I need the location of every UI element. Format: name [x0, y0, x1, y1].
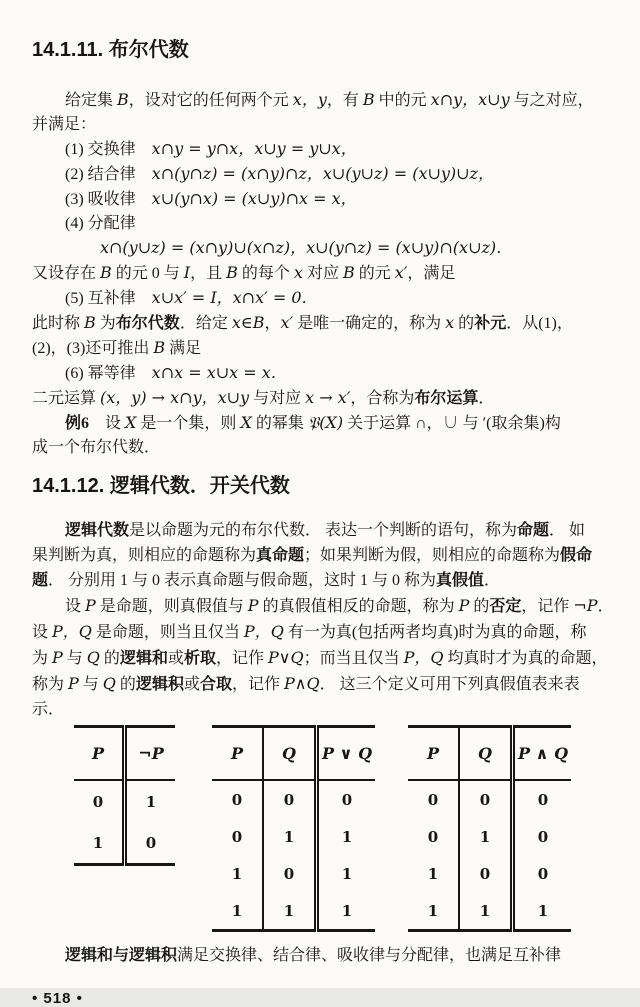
table-row [408, 892, 571, 931]
cell: 0 [513, 780, 572, 818]
text-segment: P，Q [243, 622, 284, 641]
text-segment: ¬P [573, 596, 598, 615]
text-segment: x∩x = x∪x = x． [151, 363, 287, 382]
cell: 1 [125, 780, 176, 822]
text-segment: ．给定 [179, 315, 232, 332]
text-line [32, 645, 608, 671]
col-header-p: P [212, 727, 263, 781]
text-line [32, 697, 608, 722]
text-segment: P，Q [52, 622, 92, 641]
text-segment: ，且 [190, 265, 227, 282]
col-header-p-and-q: P ∧ Q [513, 727, 572, 781]
cell: 0 [427, 790, 439, 809]
cell: 1 [263, 892, 317, 931]
text-segment: 的每个 [237, 265, 294, 282]
text-segment: x∈B [231, 313, 265, 332]
cell: 1 [427, 901, 439, 920]
text-segment: X [125, 413, 137, 432]
text-segment: 与 [62, 650, 87, 667]
text-line [32, 619, 608, 645]
cell: 0 [513, 818, 572, 855]
text-segment: (2) 结合律 [65, 166, 152, 183]
cell: 1 [459, 818, 513, 855]
text-segment: (1) 交换律 [65, 141, 152, 158]
text-segment: ． 这三个定义可用下列真假值表来表 [319, 676, 580, 693]
text-segment: Q [102, 674, 116, 693]
cell: 0 [459, 855, 513, 892]
text-segment: 为 [32, 650, 53, 667]
text-segment: x′ [394, 263, 408, 282]
text-segment: ，记作 [521, 598, 574, 615]
text-line [32, 568, 608, 593]
text-segment: 的元 0 与 [111, 265, 184, 282]
text-segment: ；如果判断为假，则相应的命题称为 [304, 547, 561, 564]
text-segment: (x，y) → x∩y，x∪y [100, 388, 250, 407]
text-segment: P [458, 596, 470, 615]
text-segment: 例6 [65, 415, 90, 432]
text-line [32, 386, 608, 411]
text-line-formula [32, 236, 608, 261]
text-segment: 是以命题为元的布尔代数． 表达一个判断的语句，称为 [129, 522, 518, 539]
text-segment: 有一为真(包括两者均真)时为真的命题，称 [283, 624, 587, 641]
text-segment: ，设对它的任何两个元 [128, 92, 293, 109]
text-segment: P [247, 596, 259, 615]
text-segment: 称为 [32, 676, 69, 693]
text-segment: 此时称 [32, 315, 85, 332]
text-segment: 是命题，则当且仅当 [91, 624, 244, 641]
text-segment: (5) 互补律 [65, 290, 152, 307]
table-row [408, 818, 571, 855]
text-segment: 给定集 [65, 92, 118, 109]
text-segment: 为 [95, 315, 116, 332]
text-segment: X [240, 413, 252, 432]
text-segment: x [445, 313, 455, 332]
col-header-q: Q [459, 727, 513, 781]
text-segment: 是唯一确定的，称为 [293, 315, 446, 332]
text-line-law-complement [32, 286, 608, 311]
text-segment: B [100, 263, 112, 282]
text-segment: P [85, 596, 96, 615]
text-segment: (3) 吸收律 [65, 191, 152, 208]
text-segment: 果判断为真，则相应的命题称为 [32, 547, 257, 564]
text-line-law-distributive [32, 212, 608, 236]
truth-table-disjunction [212, 725, 375, 932]
text-segment: ；而当且仅当 [303, 650, 404, 667]
text-segment: 假命 [560, 547, 593, 564]
text-segment: 均真时才为真的命题， [443, 650, 608, 667]
closing-statement-line [32, 944, 608, 968]
text-line [32, 261, 608, 286]
text-segment: 的 [99, 650, 120, 667]
cell: 1 [317, 892, 376, 931]
text-segment: 是命题，则真假值与 [95, 598, 248, 615]
text-segment: B [362, 90, 375, 109]
text-segment: 与对应 [249, 390, 306, 407]
text-segment: x∩y = y∩x，x∪y = y∪x， [151, 139, 357, 158]
cell: 0 [92, 792, 104, 811]
text-segment: 的幂集 [251, 415, 308, 432]
text-segment: (6) 幂等律 [65, 365, 152, 382]
cell: 0 [263, 780, 317, 818]
text-line [32, 436, 608, 460]
page-number: • 518 • [32, 990, 83, 1007]
text-segment: x → x′ [305, 388, 351, 407]
cell: 1 [231, 901, 243, 920]
text-segment: ． [478, 390, 495, 407]
table-header-row [212, 727, 375, 781]
text-segment: 又设存在 [32, 265, 101, 282]
col-header-p-or-q: P ∨ Q [317, 727, 376, 781]
text-segment: ，满足 [407, 265, 456, 282]
section-heading-logic-algebra: 14.1.12. 逻辑代数．开关代数 [32, 475, 290, 497]
text-segment: 逻辑代数 [65, 522, 130, 539]
text-segment: 示． [32, 701, 65, 718]
text-segment: 布尔运算 [414, 390, 479, 407]
truth-table-negation [74, 725, 175, 866]
table-row [212, 892, 375, 931]
text-segment: x∩(y∩z) = (x∩y)∩z，x∪(y∪z) = (x∪y)∪z， [151, 164, 494, 183]
cell: 0 [125, 822, 176, 865]
text-segment: 或 [183, 676, 200, 693]
text-line [32, 671, 608, 697]
text-segment: 题 [32, 572, 49, 589]
table-row [408, 780, 571, 818]
text-segment: 的元 [354, 265, 395, 282]
text-segment: x′ [280, 313, 294, 332]
table-row [408, 855, 571, 892]
text-segment: 与 [78, 676, 103, 693]
text-segment: 的真假值相反的命题，称为 [258, 598, 459, 615]
text-segment: x∩(y∪z) = (x∩y)∪(x∩z)，x∪(y∩z) = (x∪y)∩(x∪z)． [100, 238, 513, 257]
text-segment: 析取 [183, 650, 216, 667]
section-boolean-algebra [32, 88, 608, 460]
text-segment: 的 [454, 315, 475, 332]
text-segment: x [293, 263, 303, 282]
section-heading-boolean-algebra: 14.1.11. 布尔代数 [32, 39, 189, 61]
text-segment: ．从(1)， [506, 315, 573, 332]
cell: 0 [263, 855, 317, 892]
text-line-law-absorption [32, 187, 608, 212]
text-segment: 满足交换律、结合律、吸收律与分配律，也满足互补律 [177, 947, 562, 964]
text-segment: 𝔓(X) [307, 413, 344, 432]
col-header-not-p: ¬P [125, 727, 176, 781]
text-segment: B [342, 263, 355, 282]
text-segment: 关于运算 ∩，∪ 与 ′(取余集)构 [343, 415, 561, 432]
cell: 0 [427, 827, 439, 846]
text-line-example-6 [32, 411, 608, 436]
text-segment: 真命题 [256, 547, 305, 564]
text-segment: ，记作 [231, 676, 284, 693]
table-row [212, 780, 375, 818]
cell: 0 [513, 855, 572, 892]
text-line-law-commutative [32, 137, 608, 162]
text-segment: ，合称为 [350, 390, 415, 407]
text-segment: Q [86, 648, 100, 667]
col-header-p: P [74, 727, 125, 781]
text-segment: 二元运算 [32, 390, 101, 407]
cell: 1 [92, 833, 104, 852]
text-segment: x∪(y∩x) = (x∪y)∩x = x， [151, 189, 357, 208]
text-segment: 设 [89, 415, 126, 432]
text-segment: ． [484, 572, 501, 589]
text-segment: B [84, 313, 96, 332]
text-segment: 否定 [489, 598, 522, 615]
truth-tables [74, 725, 608, 932]
text-segment: B [226, 263, 238, 282]
text-segment: 补元 [474, 315, 507, 332]
cell: 1 [231, 864, 243, 883]
text-segment: 设 [65, 598, 86, 615]
text-segment: I [183, 263, 191, 282]
text-line [32, 543, 608, 568]
section-logic-algebra [32, 518, 614, 722]
cell: 1 [317, 855, 376, 892]
text-line [32, 311, 608, 336]
cell: 0 [231, 790, 243, 809]
table-row [212, 855, 375, 892]
text-segment: P∧Q [284, 674, 320, 693]
table-header-row [74, 727, 175, 781]
text-segment: 满足 [165, 340, 202, 357]
text-segment: 中的元 [374, 92, 431, 109]
text-segment: (4) 分配律 [65, 215, 136, 232]
text-segment: ． [597, 598, 614, 615]
cell: 0 [231, 827, 243, 846]
table-row [74, 822, 175, 865]
text-segment: 是一个集，则 [136, 415, 241, 432]
cell: 1 [427, 864, 439, 883]
cell: 1 [513, 892, 572, 931]
text-segment: ， [264, 315, 281, 332]
text-segment: 逻辑和与逻辑积 [65, 947, 178, 964]
text-segment: 设 [32, 624, 53, 641]
cell: 1 [459, 892, 513, 931]
text-segment: P，Q [403, 648, 444, 667]
text-segment: 逻辑和 [119, 650, 168, 667]
cell: 0 [317, 780, 376, 818]
text-segment: 成一个布尔代数． [32, 439, 161, 456]
text-segment: x∪x′ = I，x∩x′ = 0． [151, 288, 318, 307]
text-segment: P∨Q [268, 648, 304, 667]
text-segment: 的 [469, 598, 490, 615]
text-segment: ，记作 [215, 650, 268, 667]
table-row [212, 818, 375, 855]
text-line [32, 593, 614, 619]
truth-table-conjunction [408, 725, 571, 932]
text-segment: 与之对应， [509, 92, 594, 109]
text-segment: B [153, 338, 166, 357]
text-segment: 的 [115, 676, 136, 693]
text-segment: B [117, 90, 129, 109]
table-header-row [408, 727, 571, 781]
text-segment: 真假值 [436, 572, 485, 589]
text-segment: x，y [292, 90, 327, 109]
text-segment: P [52, 648, 63, 667]
text-segment: 布尔代数 [115, 315, 180, 332]
text-segment: ． 如 [549, 522, 586, 539]
text-segment: 命题 [517, 522, 550, 539]
col-header-p: P [408, 727, 459, 781]
text-line [32, 113, 608, 137]
cell: 0 [459, 780, 513, 818]
text-line-law-idempotent [32, 361, 608, 386]
text-line [32, 88, 608, 113]
text-segment: ． 分别用 1 与 0 表示真命题与假命题，这时 1 与 0 称为 [48, 572, 437, 589]
text-line [32, 518, 608, 543]
table-row [74, 780, 175, 822]
text-segment: 并满足： [32, 116, 97, 133]
text-segment: 合取 [199, 676, 232, 693]
text-segment: x∩y，x∪y [430, 90, 510, 109]
cell: 1 [263, 818, 317, 855]
text-line-law-associative [32, 162, 608, 187]
text-segment: 或 [167, 650, 184, 667]
cell: 1 [317, 818, 376, 855]
text-segment: ，有 [326, 92, 363, 109]
text-segment: P [68, 674, 79, 693]
text-line [32, 336, 608, 361]
text-segment: (2)，(3)还可推出 [32, 340, 154, 357]
text-segment: 对应 [302, 265, 343, 282]
col-header-q: Q [263, 727, 317, 781]
text-segment: 逻辑积 [135, 676, 184, 693]
